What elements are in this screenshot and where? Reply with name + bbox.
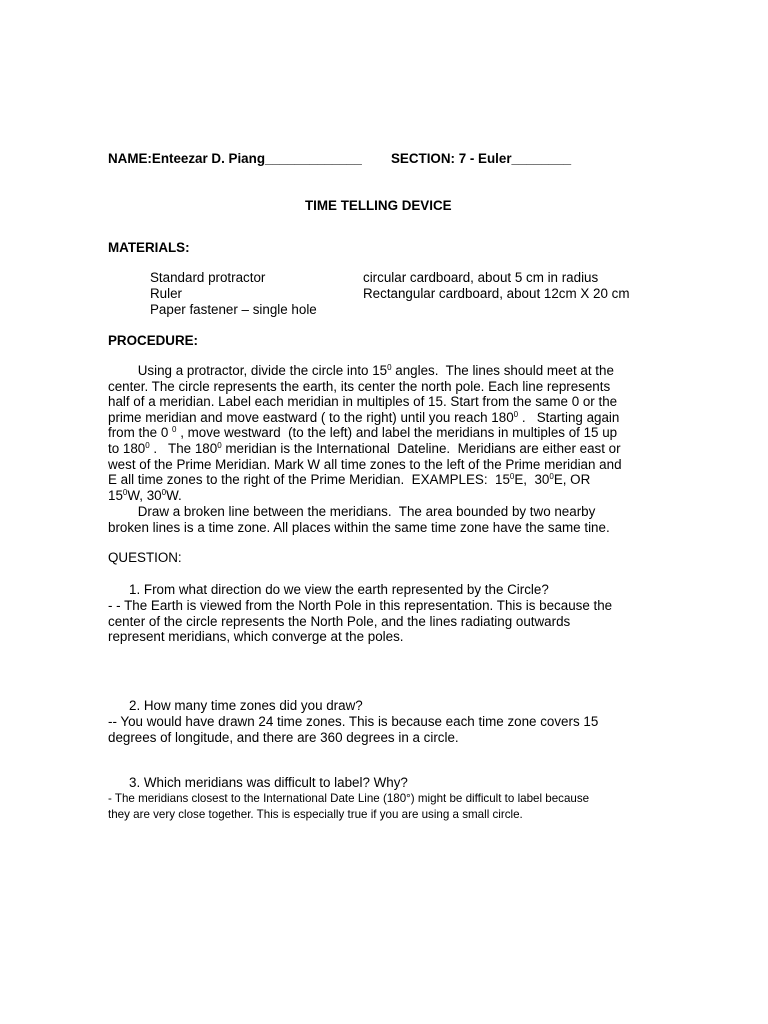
- text-run: from the 0: [108, 425, 173, 441]
- text-line: broken lines is a time zone. All places within the same time zone have the same tine.: [108, 519, 610, 535]
- text-run: meridian is the International Dateline. Meridians are either east or: [221, 440, 621, 456]
- superscript: 0: [549, 472, 554, 482]
- superscript: 0: [509, 472, 515, 482]
- materials-heading: MATERIALS:: [108, 240, 190, 255]
- text-run: E, 30: [514, 472, 550, 488]
- text-run: E, OR: [553, 472, 591, 488]
- text-line: west of the Prime Meridian. Mark W all time zones to the left of the Prime meridian and: [108, 456, 622, 472]
- procedure-paragraph-2: [108, 504, 658, 535]
- superscript: 0: [217, 440, 222, 450]
- text-line: represent meridians, which converge at the poles.: [108, 629, 404, 645]
- text-line: - - The Earth is viewed from the North Pole in this representation. This is because the: [108, 598, 613, 613]
- question-2: 2. How many time zones did you draw?: [129, 698, 363, 713]
- name-field: NAME:Enteezar D. Piang_____________: [108, 151, 362, 166]
- question-1: 1. From what direction do we view the earth represented by the Circle?: [129, 582, 549, 597]
- question-heading: QUESTION:: [108, 550, 182, 565]
- text-run: , move westward (to the left) and label the meridians in multiples of 15 up: [176, 425, 618, 441]
- text-line: half of a meridian. Label each meridian in multiples of 15. Start from the same 0 or the: [108, 394, 618, 410]
- superscript: 0: [145, 440, 150, 450]
- text-run: 15: [108, 487, 123, 503]
- text-run: W.: [166, 487, 182, 503]
- text-line: center of the circle represents the North Pole, and the lines radiating outwards: [108, 613, 571, 629]
- text-run: E all time zones to the right of the Prime Meridian. EXAMPLES: 15: [108, 472, 510, 488]
- superscript: 0: [387, 363, 392, 372]
- material-item: Paper fastener – single hole: [150, 302, 317, 317]
- answer-1: [108, 598, 658, 645]
- text-run: prime meridian and move eastward ( to the right) until you reach 180: [108, 409, 514, 425]
- section-field: SECTION: 7 - Euler________: [391, 151, 572, 166]
- procedure-heading: PROCEDURE:: [108, 333, 199, 348]
- answer-3-line-1: - The meridians closest to the International Date Line (180°) might be difficult to label because: [108, 792, 590, 805]
- text-line: center. The circle represents the earth, its center the north pole. Each line represents: [108, 378, 611, 394]
- superscript: 0: [513, 409, 519, 419]
- answer-3-line-2: they are very close together. This is especially true if you are using a small circle.: [108, 808, 523, 821]
- text-line: degrees of longitude, and there are 360 degrees in a circle.: [108, 729, 459, 745]
- material-item: Ruler: [150, 286, 182, 301]
- superscript: 0: [161, 487, 167, 497]
- text-run: to 180: [108, 440, 146, 456]
- superscript: 0: [122, 487, 128, 497]
- procedure-paragraph-1: [108, 363, 658, 503]
- question-3: 3. Which meridians was difficult to label? Why?: [129, 775, 408, 790]
- text-run: angles. The lines should meet at the: [391, 363, 614, 378]
- material-item: Standard protractor: [150, 270, 266, 285]
- material-item: circular cardboard, about 5 cm in radius: [363, 270, 599, 285]
- superscript: 0: [172, 425, 177, 435]
- text-run: W, 30: [127, 487, 162, 503]
- answer-2: [108, 714, 658, 745]
- text-run: . The 180: [149, 440, 218, 456]
- text-line: -- You would have drawn 24 time zones. This is because each time zone covers 15: [108, 714, 599, 729]
- text-run: . Starting again: [518, 409, 620, 425]
- document-title: TIME TELLING DEVICE: [305, 198, 452, 213]
- material-item: Rectangular cardboard, about 12cm X 20 cm: [363, 286, 630, 301]
- text-line: Draw a broken line between the meridians. The area bounded by two nearby: [108, 504, 596, 519]
- text-run: Using a protractor, divide the circle into 15: [108, 363, 388, 378]
